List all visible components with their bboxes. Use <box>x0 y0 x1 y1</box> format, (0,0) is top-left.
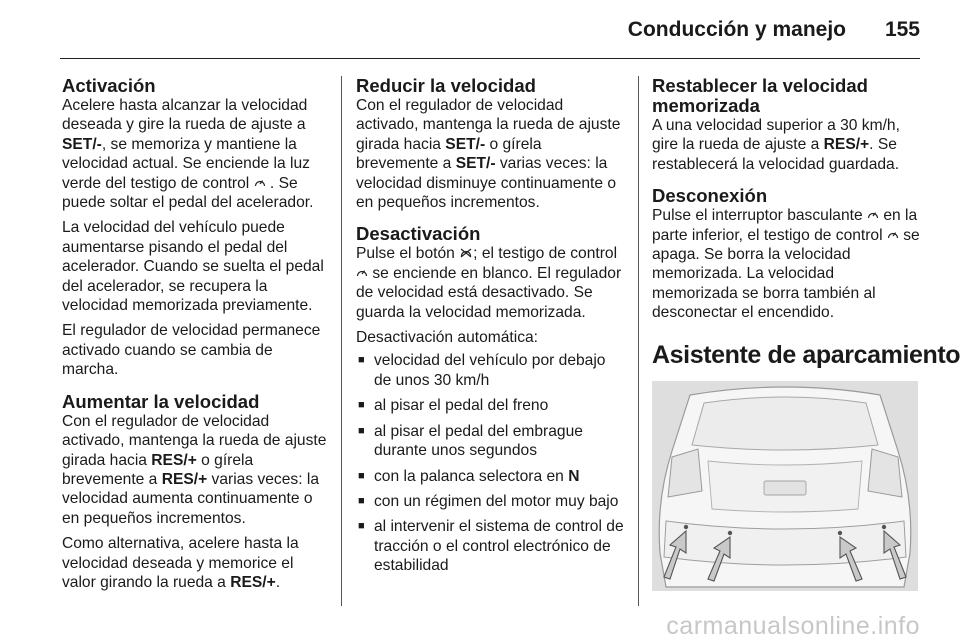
list-item: ■ al pisar el pedal del embrague durante unos segundos <box>356 422 626 461</box>
page-header <box>60 0 920 59</box>
heading-restablecer: Restablecer la velocidad memorizada <box>652 75 868 116</box>
column-3 <box>652 75 960 591</box>
list-item: ■ velocidad del vehículo por debajo de unos 30 km/h <box>356 351 626 390</box>
heading-aumentar: Aumentar la velocidad <box>62 390 260 412</box>
heading-reducir: Reducir la velocidad <box>356 75 536 96</box>
column-1 <box>62 76 330 592</box>
watermark: carmanualsonline.info <box>666 612 920 640</box>
cruise-control-icon <box>254 177 266 190</box>
paragraph: Acelere hasta alcanzar la velocidad deseada y gire la rueda de ajuste a SET/-, se memoriza y mantiene la velocidad actual. Se enciende la luz verde del testigo de control . Se puede soltar el pedal del acelerador. <box>62 97 314 212</box>
parking-sensor-illustration <box>652 381 918 591</box>
heading-activacion: Activación <box>62 75 156 96</box>
column-2 <box>356 76 626 582</box>
paragraph: A una velocidad superior a 30 km/h, gire la rueda de ajuste a RES/+. Se restablecerá la velocidad guardada. <box>652 117 900 173</box>
list-item: ■ al intervenir el sistema de control de tracción o el control electrónico de estabilidad <box>356 517 626 575</box>
paragraph: El regulador de velocidad permanece activado cuando se cambia de marcha. <box>62 322 321 379</box>
heading-desconexion: Desconexión <box>652 185 768 207</box>
bullet-list <box>356 351 626 575</box>
paragraph: Con el regulador de velocidad activado, mantenga la rueda de ajuste girada hacia RES/+ o gírela brevemente a RES/+ varias veces: la velocidad aumenta continuamente o en pequeños incrementos. <box>62 412 327 527</box>
heading-desactivacion: Desactivación <box>356 223 481 245</box>
paragraph: Con el regulador de velocidad activado, mantenga la rueda de ajuste girada hacia SET/- o gírela brevemente a SET/- varias veces: la velocidad disminuye continuamente o en pequeños incrementos. <box>356 97 621 212</box>
heading-asistente: Asistente de aparcamiento <box>652 340 960 369</box>
paragraph: Pulse el botón ; el testigo de control se enciende en blanco. El regulador de velocidad está desactivado. Se guarda la velocidad memorizada. <box>356 245 622 321</box>
column-divider <box>638 76 639 606</box>
paragraph: Pulse el interruptor basculante en la parte inferior, el testigo de control se apaga. Se borra la velocidad memorizada. La velocidad memorizada se borra también al desconectar el encendido. <box>652 207 920 322</box>
cruise-cancel-icon <box>459 247 473 260</box>
page-number: 155 <box>884 18 920 41</box>
list-item: ■ con la palanca selectora en N <box>356 467 626 486</box>
paragraph: Desactivación automática: <box>356 329 539 347</box>
list-item: ■ con un régimen del motor muy bajo <box>356 492 626 511</box>
list-item: ■ al pisar el pedal del freno <box>356 396 626 415</box>
car-rear-illustration <box>652 381 918 591</box>
column-divider <box>341 76 342 606</box>
cruise-control-icon <box>867 209 879 222</box>
paragraph: Como alternativa, acelere hasta la velocidad deseada y memorice el valor girando la rueda a RES/+. <box>62 535 299 591</box>
section-title: Conducción y manejo <box>627 18 846 41</box>
cruise-control-icon <box>887 229 899 242</box>
paragraph: La velocidad del vehículo puede aumentarse pisando el pedal del acelerador. Cuando se suelta el pedal del acelerador, se recupera la velocidad memorizada previamente. <box>62 219 324 315</box>
cruise-control-icon <box>356 267 368 280</box>
